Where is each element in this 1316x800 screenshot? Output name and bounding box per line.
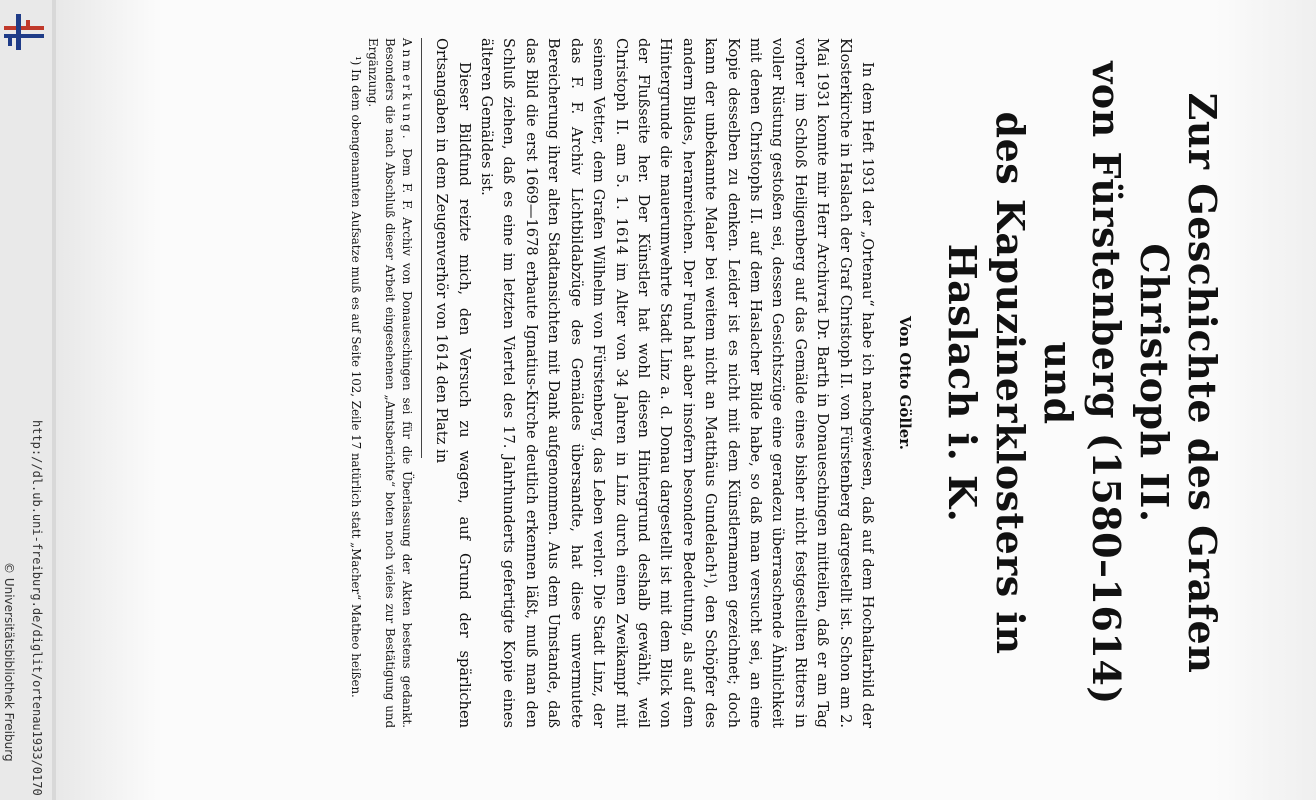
viewer-sidebar xyxy=(0,0,52,800)
scanned-page xyxy=(56,0,1316,800)
footnote xyxy=(364,38,415,728)
university-library-logo-icon[interactable] xyxy=(2,12,46,52)
article-author: Von Otto Göller. xyxy=(896,315,914,451)
footnote-divider xyxy=(421,38,422,458)
article-title xyxy=(938,38,1226,728)
footnote-label: Anmerkung. xyxy=(399,38,414,142)
title-line: Zur Geschichte des Grafen Christoph II. xyxy=(1132,92,1225,674)
rotated-article xyxy=(166,38,1226,728)
footnote: ¹) In dem obengenannten Aufsatze muß es auf Seite 102, Zeile 17 natürlich statt „Macher“ Matheo heißen. xyxy=(348,56,363,698)
footnotes xyxy=(347,38,415,728)
body-paragraph: In dem Heft 1931 der „Ortenau“ habe ich nachgewiesen, daß auf dem Hochaltarbild der Klosterkirche in Haslach der Graf Christoph II. von Fürstenberg dargestellt ist. Schon am 2. Mai 1931 konnte mir Herr Archivrat Dr. Barth in Donaueschingen mitteilen, daß er am Tag vorher im Schloß Heiligenberg auf das Gemälde eines bisher nicht festgestellten Ritters in voller Rüstung gestoßen sei, dessen Gesichtszüge eine geradezu überraschende Ähnlichkeit mit denen Christophs II. auf dem Haslacher Bilde habe, so daß man versucht sei, an eine Kopie desselben zu denken. Leider ist es nicht mit dem Künstlernamen gezeichnet; doch kann der unbekannte Maler bei weitem nicht an Matthäus Gundelach¹), den Schöpfer des andern Bildes, heranreichen. Der Fund hat aber insofern besondere Bedeutung, als auf dem Hintergrunde die mauerumwehrte Stadt Linz a. d. Donau dargestellt ist mit dem Blick von der Flußseite her. Der Künstler hat wohl diesen Hintergrund deshalb gewählt, weil Christoph II. am 5. 1. 1614 im Alter von 34 Jahren in Linz durch einen Zweikampf mit seinem Vetter, dem Grafen Wilhelm von Fürstenberg, das Leben verlor. Die Stadt Linz, der das F. F. Archiv Lichtbildabzüge des Gemäldes übersandte, hat diese unvermutete Bereicherung ihrer alten Stadtansichten mit Dank aufgenommen. Aus dem Umstande, daß das Bild die erst 1669—1678 erbaute Ignatius-Kirche deutlich erkennen läßt, muß man den Schluß ziehen, daß es eine im letzten Viertel des 17. Jahrhunderts gefertigte Kopie eines älteren Gemäldes ist. xyxy=(478,38,876,728)
page-url-link[interactable]: http://dl.ub.uni-freiburg.de/diglit/ortenau1933/0170 xyxy=(30,420,44,796)
copyright-notice: © Universitätsbibliothek Freiburg xyxy=(2,562,16,762)
footnote-text: Dem F. F. Archiv von Donaueschingen sei für die Überlassung der Akten bestens gedankt. Besonders die nach Abschluß dieser Arbeit eingesehenen „Amtsberichte“ boten noch vieles zur Bestätigung und Ergänzung. xyxy=(365,38,414,729)
body-paragraph: Dieser Bildfund reizte mich, den Versuch zu wagen, auf Grund der spärlichen Ortsangaben in dem Zeugenverhör von 1614 den Platz in xyxy=(433,38,473,728)
article-body xyxy=(430,38,878,728)
title-line: von Fürstenberg (1580–1614) und xyxy=(1036,61,1129,705)
title-line: des Kapuzinerklosters in Haslach i. K. xyxy=(940,111,1033,655)
